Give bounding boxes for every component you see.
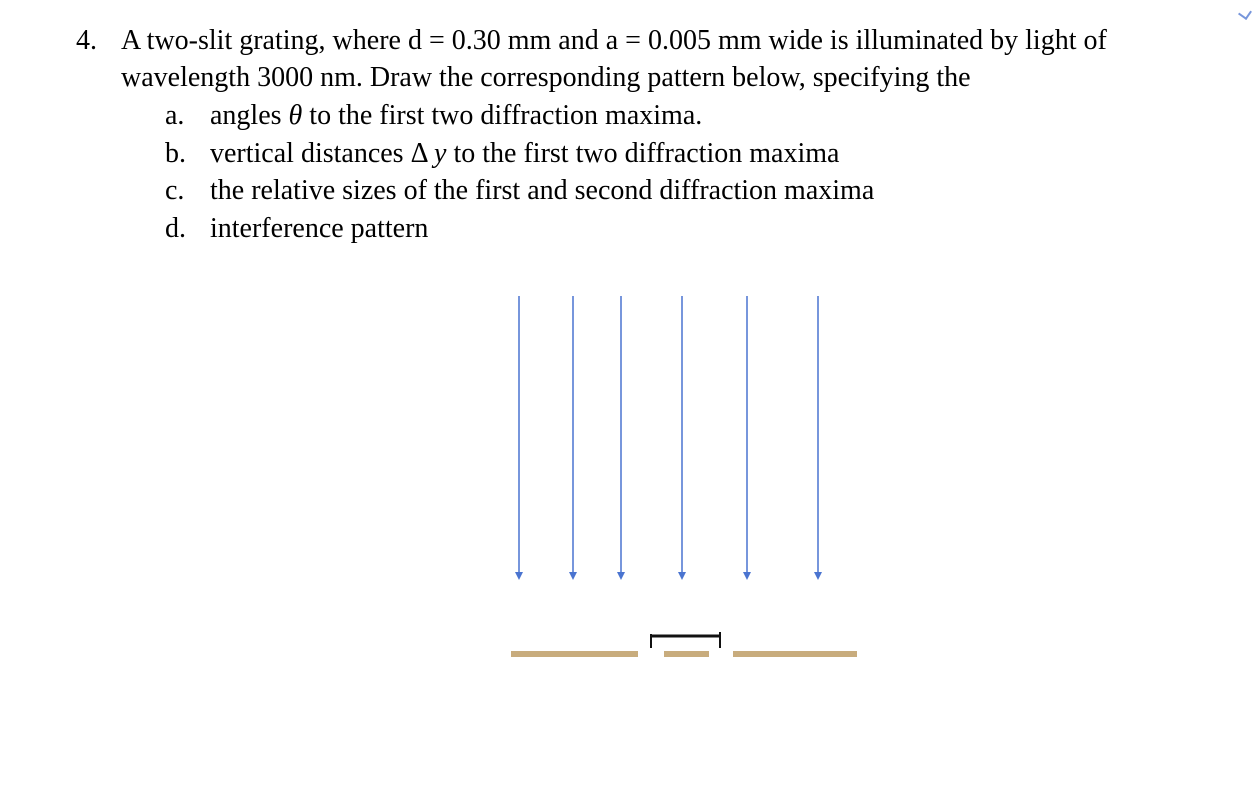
sub-item-text-before: angles <box>210 100 289 131</box>
incident-light-rays <box>519 296 818 576</box>
sub-item-text-after: to the first two diffraction maxima <box>446 138 840 169</box>
sub-item-text-before: vertical distances Δ <box>210 138 435 169</box>
barrier-middle <box>664 651 709 657</box>
sub-item-text-after: to the first two diffraction maxima. <box>302 100 703 131</box>
question-number: 4. <box>76 25 97 56</box>
sub-item-letter: a. <box>165 100 185 131</box>
sub-item-text: the relative sizes of the first and second diffraction maxima <box>210 175 875 206</box>
grating-barrier <box>511 651 857 657</box>
y-symbol: y <box>434 138 447 169</box>
theta-symbol: θ <box>288 100 303 131</box>
sub-item-text: interference pattern <box>210 213 429 244</box>
question-line-1: A two-slit grating, where d = 0.30 mm and a = 0.005 mm wide is illuminated by light of <box>121 25 1107 56</box>
sub-item-letter: b. <box>165 138 186 169</box>
slit-spacing-bracket <box>651 632 720 648</box>
question-line-2: wavelength 3000 nm. Draw the corresponding pattern below, specifying the <box>121 62 971 93</box>
barrier-right <box>733 651 857 657</box>
barrier-left <box>511 651 638 657</box>
sub-item-letter: d. <box>165 213 186 244</box>
sub-item-letter: c. <box>165 175 185 206</box>
